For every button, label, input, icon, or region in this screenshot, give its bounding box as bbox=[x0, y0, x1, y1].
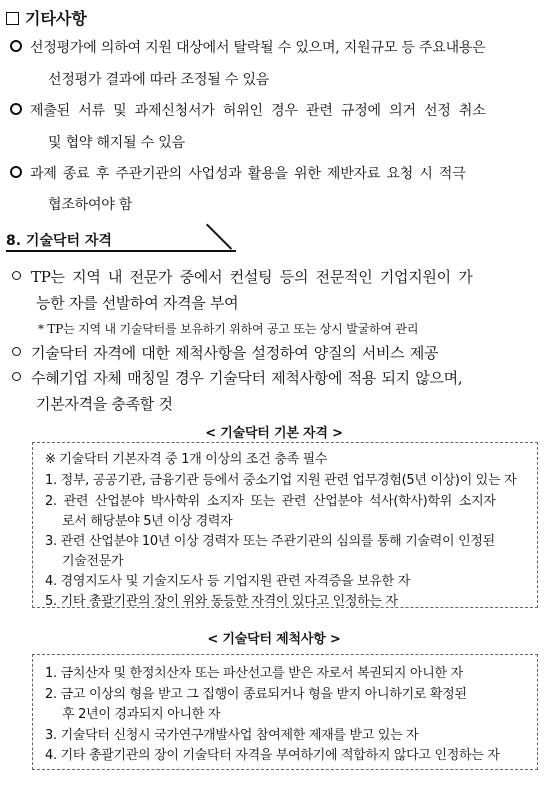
exclusion-line: 후 2년이 경과되지 아니한 자 bbox=[62, 707, 221, 722]
exclusion-caption: < 기술닥터 제척사항 > bbox=[207, 632, 341, 647]
basic-intro: ※ 기술닥터 기본자격 중 1개 이상의 조건 충족 필수 bbox=[45, 452, 328, 467]
basic-line: 기술전문가 bbox=[62, 554, 124, 569]
ring-bullet-icon bbox=[10, 40, 22, 52]
etc-item-2-line2: 및 협약 해지될 수 있음 bbox=[48, 135, 185, 151]
etc-item-2-line1: 제출된 서류 및 과제신청서가 허위인 경우 관련 규정에 의거 선정 취소 bbox=[10, 100, 486, 120]
section-title: 8. 기술닥터 자격 bbox=[6, 233, 112, 249]
para-1-line2: 능한 자를 선발하여 자격을 부여 bbox=[36, 294, 239, 312]
basic-caption: < 기술닥터 기본 자격 > bbox=[205, 426, 343, 441]
section-underline bbox=[6, 250, 236, 252]
etc-title-text: 기타사항 bbox=[25, 9, 87, 28]
circle-bullet-icon bbox=[12, 271, 21, 280]
exclusion-line: 2. 금고 이상의 형을 받고 그 집행이 종료되거나 형을 받지 아니하기로 확정된 bbox=[45, 687, 467, 702]
basic-line: 4. 경영지도사 및 기술지도사 등 기업지원 관련 자격증을 보유한 자 bbox=[45, 574, 411, 589]
exclusion-line: 3. 기술닥터 신청시 국가연구개발사업 참여제한 제재를 받고 있는 자 bbox=[45, 728, 419, 743]
section-heading-etc bbox=[6, 6, 87, 29]
etc-item-3-line1: 과제 종료 후 주관기관의 사업성과 활용을 위한 제반자료 요청 시 적극 bbox=[10, 163, 466, 183]
ring-bullet-icon bbox=[10, 166, 22, 178]
section-tab-slant bbox=[206, 224, 232, 250]
basic-line: 2. 관련 산업분야 박사학위 소지자 또는 관련 산업분야 석사(학사)학위 소지자 bbox=[45, 494, 496, 509]
note-line: * TP는 지역 내 기술닥터를 보유하기 위하여 공고 또는 상시 발굴하여 관리 bbox=[38, 322, 419, 336]
circle-bullet-icon bbox=[12, 347, 21, 356]
exclusion-line: 4. 기타 총괄기관의 장이 기술닥터 자격을 부여하기에 적합하지 않다고 인정하는 자 bbox=[45, 748, 500, 763]
ring-bullet-icon bbox=[10, 103, 22, 115]
para-3-line2: 기본자격을 충족할 것 bbox=[36, 395, 173, 413]
para-3-line1: 수혜기업 자체 매칭일 경우 기술닥터 제척사항에 적용 되지 않으며, bbox=[12, 367, 462, 388]
basic-line: 1. 정부, 공공기관, 금융기관 등에서 중소기업 지원 관련 업무경험(5년 이상)이 있는 자 bbox=[45, 473, 517, 488]
para-2: 기술닥터 자격에 대한 제척사항을 설정하여 양질의 서비스 제공 bbox=[12, 342, 438, 363]
etc-item-3-line2: 협조하여야 함 bbox=[48, 197, 133, 213]
basic-line: 3. 관련 산업분야 10년 이상 경력자 또는 주관기관의 심의를 통해 기술력이 인정된 bbox=[45, 534, 495, 549]
basic-line: 5. 기타 총괄기관의 장이 위와 동등한 자격이 있다고 인정하는 자 bbox=[45, 594, 398, 609]
exclusion-line: 1. 금치산자 및 한정치산자 또는 파산선고를 받은 자로서 복권되지 아니한 자 bbox=[45, 666, 463, 681]
basic-line: 로서 해당분야 5년 이상 경력자 bbox=[62, 514, 233, 529]
para-1-line1: TP는 지역 내 전문가 중에서 컨설팅 등의 전문적인 기업지원이 가 bbox=[12, 266, 472, 287]
etc-item-1-line1: 선정평가에 의하여 지원 대상에서 탈락될 수 있으며, 지원규모 등 주요내용은 bbox=[10, 37, 486, 57]
etc-item-1-line2: 선정평가 결과에 따라 조정될 수 있음 bbox=[48, 72, 270, 88]
circle-bullet-icon bbox=[12, 372, 21, 381]
checkbox-square-icon bbox=[6, 12, 19, 25]
